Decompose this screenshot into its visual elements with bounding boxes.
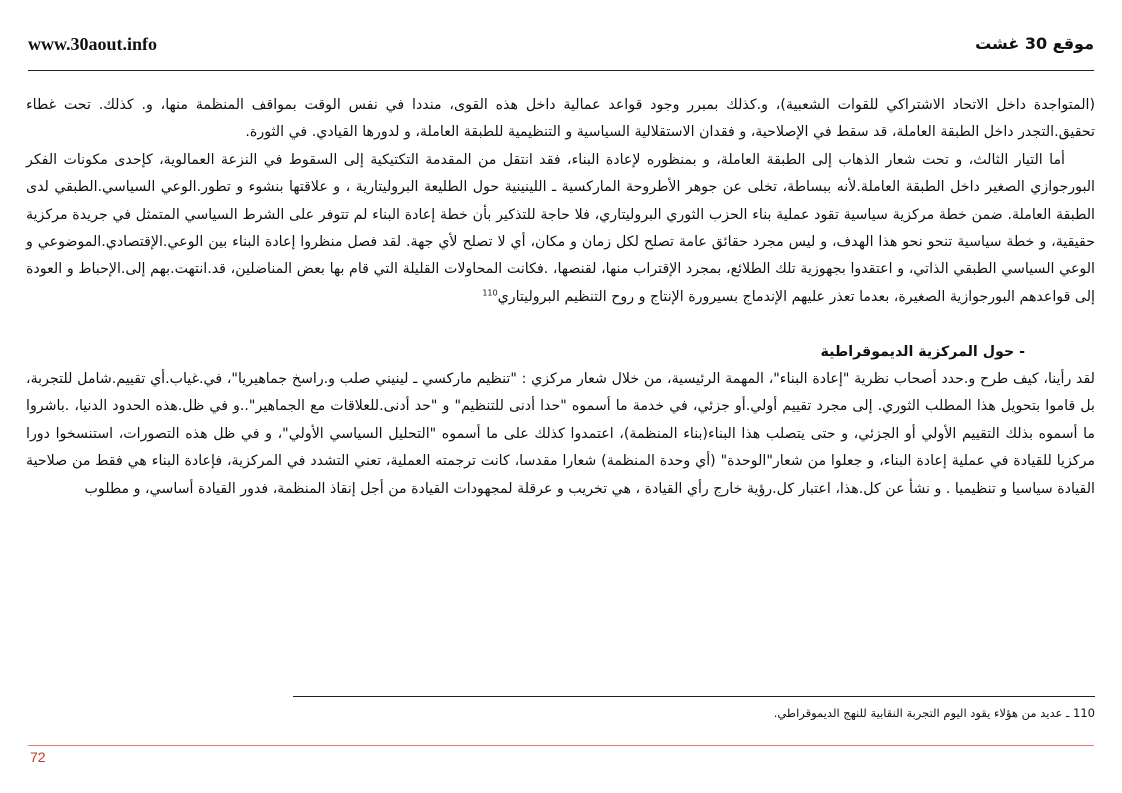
site-url: www.30aout.info — [28, 34, 158, 54]
main-text — [26, 92, 1095, 503]
paragraph-text: أما التيار الثالث، و تحت شعار الذهاب إلى الطبقة العاملة، و بمنظوره لإعادة البناء، فقد انتقل من المقدمة التكتيكية إلى السقوط في النزعة العمالوية، كإحدى مكونات الفكر البورجوازي الصغير داخل الطبقة العاملة.لأنه ببساطة، تخلى عن جوهر الأطروحة الماركسية ـ اللينينية حول الطليعة البروليتارية ، و علاقتها بنشوء و تطور.الوعي السياسي.الطبقي لدى الطبقة العاملة. ضمن خطة مركزية سياسية تقود عملية بناء الحزب الثوري البروليتاري، فلا حاجة للتذكير بأن خطة إعادة البناء لم تتوفر على الشرط السياسي المتمثل في جريدة مركزية حقيقية، و خطة سياسية تنحو نحو هذا الهدف، و ليس مجرد حقائق عامة تصلح لكل زمان و مكان، أي لا تصلح لأي جهة. لقد فصل منظروا إعادة البناء بين الوعي.الإقتصادي.الموضوعي و الوعي السياسي الطبقي الذاتي، و اعتقدوا بجهوزية تلك الطلائع، بمجرد الإقتراب منها، لقنصها، .فكانت المحاولات القليلة التي قام بها بعض المناضلين، قد.انتهت.بهم إلى.الإحباط و العودة إلى قواعدهم البورجوازية الصغيرة، بعدما تعذر عليهم الإندماج بسيرورة الإنتاج و روح التنظيم البروليتاري — [26, 151, 1095, 305]
site-name: موقع 30 غشت — [975, 34, 1094, 53]
header-divider — [28, 70, 1094, 71]
paragraph-continuation: (المتواجدة داخل الاتحاد الاشتراكي للقوات الشعبية)، و.كذلك بمبرر وجود قواعد عمالية داخل هذه القوى، منددا في نفس الوقت بمواقف المنظمة منها، و. كذلك. تحت غطاء تحقيق.التجدر داخل الطبقة العاملة، قد سقط في الإصلاحية، و فقدان الاستقلالية السياسية و التنظيمية للطبقة العاملة، و لدورها القيادي. في الثورة. — [26, 97, 1095, 141]
footnote-divider — [293, 696, 1095, 697]
section-heading: - حول المركزية الديموقراطية — [820, 343, 1025, 360]
paragraph-spacer — [26, 311, 1095, 338]
paragraph-democratic-centralism: لقد رأينا، كيف طرح و.حدد أصحاب نظرية "إعادة البناء"، المهمة الرئيسية، من خلال شعار مركزي : "تنظيم ماركسي ـ لينيني صلب و.راسخ جماهيريا"، في.غياب.أي تقييم.شامل للتجربة، بل قاموا بتحويل هذا المطلب الثوري. إلى مجرد تقييم أولي.أو جزئي، في خدمة ما أسموه "حدا أدنى للتنظيم" و "حد أدنى.للعلاقات مع الجماهير"..و في ظل.هذه الحدود الدنيا، .باشروا ما أسموه بذلك التقييم الأولي أو الجزئي، و حتى يتصلب هذا البناء(بناء المنظمة)، اعتمدوا كذلك على ما أسموه "التحليل السياسي الأولي"، و في ظل هذه التصورات، استنسخوا دورا مركزيا للقيادة في عملية إعادة البناء، و جعلوا من شعار"الوحدة" (أي وحدة المنظمة) شعارا مقدسا، كانت ترجمته العملية، تعني التشدد في المركزية، فإعادة البناء هي فقط من صلاحية القيادة سياسيا و تنظيميا . و نشأ عن كل.هذا، اعتبار كل.رؤية خارج رأي القيادة ، هي تخريب و عرقلة لمجهودات القيادة من أجل إنقاذ المنظمة، فدور القيادة أساسي، و مطلوب — [26, 371, 1095, 497]
page-number: 72 — [30, 749, 46, 765]
footer-divider — [28, 745, 1094, 746]
footnote-reference: 110 — [482, 288, 498, 298]
footnote: 110 ـ عديد من هؤلاء يقود اليوم التجربة النقابية للنهج الديموقراطي. — [773, 706, 1095, 720]
paragraph-third-current — [26, 147, 1095, 311]
page-header — [28, 34, 1094, 60]
